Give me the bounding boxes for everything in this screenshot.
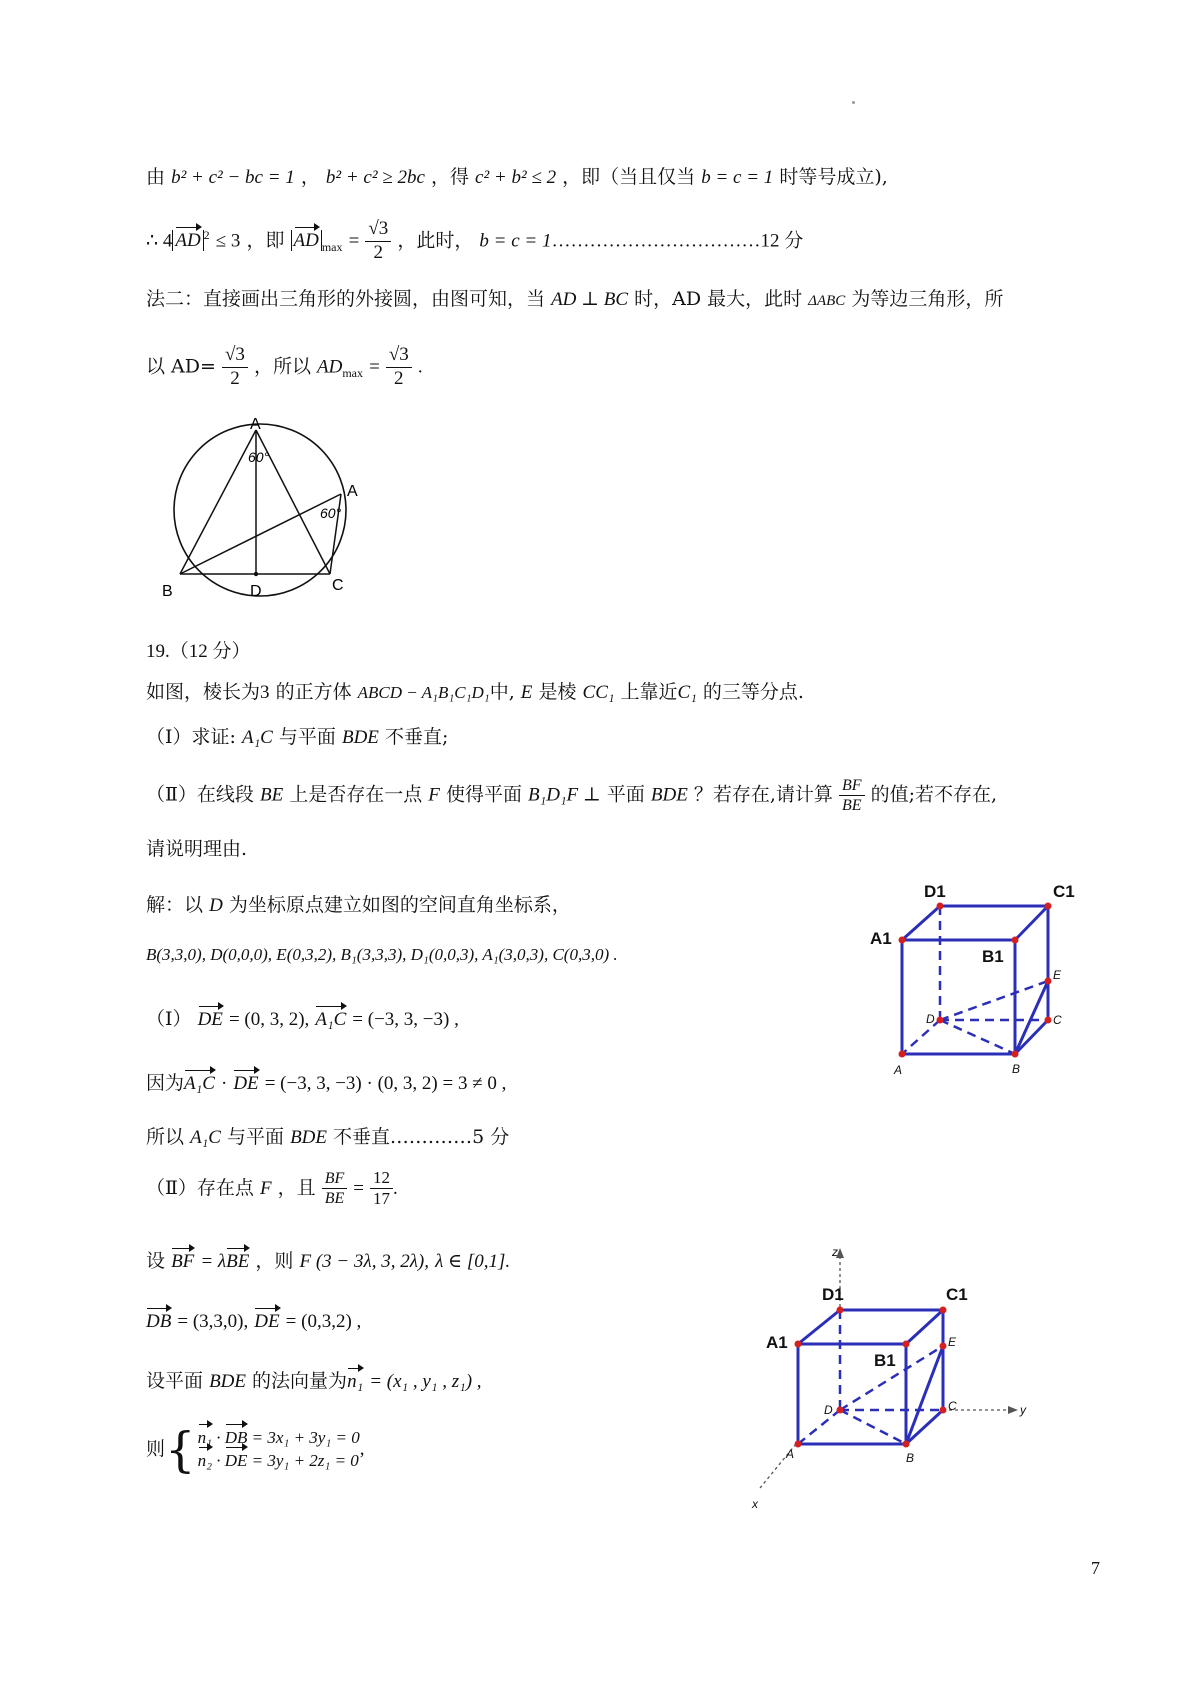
text: （Ⅱ）存在点 [146,1176,254,1199]
text: 由 [146,166,166,188]
formula: = (x₁ , y₁ , z₁) , [369,1371,482,1392]
vector-ad: AD [293,230,319,252]
vector-be: BE [226,1251,250,1272]
text: 19.（12 分） [146,641,251,662]
subscript: max [342,366,364,381]
text: 时等号成立), [779,166,888,188]
label-d: D [824,1403,833,1417]
circumcircle-figure [150,418,380,602]
text: . [393,1177,398,1199]
s-line-3 [146,1008,459,1032]
formula: ≤ 3 [215,230,241,252]
formula: c² + b² ≤ 2 [475,167,557,188]
label-c: C [948,1399,957,1413]
text: 使得平面 [445,783,522,806]
text: ，此时， [397,229,474,252]
vector-a1c: A₁C [184,1073,215,1094]
formula: BDE [650,784,688,806]
formula: B(3,3,0), D(0,0,0), E(0,3,2), B₁(3,3,3), D₁(0,0,3), A₁(3,0,3), C(0,3,0) . [146,945,618,964]
formula: = λ [200,1251,227,1272]
label-a1: A1 [766,1333,788,1352]
text: 设平面 [146,1370,204,1392]
text: ， [300,166,320,188]
text: 法二：直接画出三角形的外接圆，由图可知，当 [146,288,546,310]
brace-icon: { [165,1422,196,1478]
q-line-3 [146,776,997,815]
s-line-2 [146,945,618,965]
text: 中, [489,681,515,703]
text: 为等边三角形，所 [851,288,1004,310]
subscript: max [321,240,343,255]
line-4 [146,344,423,391]
text: , [359,1438,365,1460]
formula: b = c = 1 [701,167,774,188]
formula: A₁C [190,1127,221,1148]
label-e: E [948,1335,957,1349]
label-d1: D1 [924,882,946,901]
exponent: 2 [203,227,210,242]
text: 则 [146,1438,166,1460]
text: （Ⅰ） [146,1008,192,1030]
label-d1: D1 [822,1285,844,1304]
formula: = (−3, 3, −3) , [352,1009,459,1030]
angle-label: 60° [248,449,270,465]
formula: BDE [209,1371,246,1392]
vector-n1: n₁ [198,1427,212,1450]
s-line-5 [146,1126,509,1150]
text: ？若存在,请计算 [693,783,833,806]
formula: b² + c² ≥ 2bc [325,167,425,188]
label-d: D [926,1012,935,1026]
formula: BDE [290,1127,327,1148]
text: 的正方体 [275,681,352,703]
text: 不垂直; [384,726,449,748]
cube-figure-1 [870,878,1092,1082]
label-c: C [332,577,344,594]
label-a: A [894,1063,903,1077]
fraction: $\frac{BF}{BE}$ [322,1169,348,1208]
formula: = (−3, 3, −3) · (0, 3, 2) = 3 ≠ 0 , [264,1073,507,1094]
text: ∴ 4 [146,230,173,252]
label-y: y [1020,1403,1026,1417]
text: 请说明理由. [146,838,248,860]
text: 时，AD 最大，此时 [634,288,803,310]
label-b1: B1 [982,947,1004,966]
text: 解：以 [146,894,204,916]
formula: B₁D₁F ⊥ [528,784,601,806]
formula: D [209,895,223,916]
formula: F [428,784,440,806]
label-c1: C1 [946,1285,968,1304]
label-b: B [906,1451,915,1465]
text: ，得 [430,166,469,188]
text: ，即 [246,229,285,252]
text: 与平面 [278,726,336,748]
text: （Ⅰ）求证: [146,726,236,748]
formula: BDE [341,727,379,748]
text: 如图，棱长为 [146,681,261,703]
fraction: $\frac{√3}{2}$ [365,218,391,265]
text: 平面 [606,783,645,806]
eq: = [348,230,360,252]
text: 与平面 [227,1126,285,1148]
formula: = (3,3,0), [177,1311,249,1332]
label-x: x [752,1497,758,1511]
label-z: z [832,1248,838,1259]
s-line-4 [146,1072,506,1096]
formula: F (3 − 3λ, 3, 2λ), [299,1251,430,1272]
text: 因为 [146,1072,185,1094]
text: ，且 [277,1176,316,1199]
vector-de: DE [197,1009,223,1030]
text: 是棱 [538,681,577,703]
s-line-10 [146,1422,365,1478]
s-line-8 [146,1310,361,1334]
line-1 [146,166,888,190]
formula: = (0, 3, 2), [228,1009,310,1030]
fraction: $\frac{12}{17}$ [370,1168,393,1210]
label-b1: B1 [874,1351,896,1370]
formula: F [259,1177,272,1199]
eq: = [369,356,380,378]
label-c: C [1053,1013,1062,1027]
s-line-9 [146,1370,482,1394]
s-line-6 [146,1168,398,1210]
vector-db: DB [146,1311,172,1332]
text: . [417,356,423,378]
text: 上是否存在一点 [289,783,423,806]
vector-de: DE [225,1450,248,1473]
text: ，即（当且仅当 [562,166,696,188]
label-a: A [786,1447,795,1461]
formula: AD [317,356,343,378]
text: 的三等分点. [702,681,804,703]
angle-label: 60° [320,505,342,521]
question-head [146,640,251,664]
formula: AD ⊥ BC [551,289,629,310]
label-e: E [1053,968,1062,982]
formula: A₁C [241,727,273,748]
q-line-1 [146,681,804,705]
text: （Ⅱ）在线段 [146,783,254,806]
formula: ABCD − A₁B₁C₁D₁ [357,683,490,702]
q-line-2 [146,726,448,750]
text: 所以 [146,1126,185,1148]
vector-de: DE [254,1311,280,1332]
fraction: $\frac{BF}{BE}$ [839,776,865,815]
label-a-top: A [250,418,261,433]
formula: C₁ [677,682,697,703]
label-c1: C1 [1053,882,1075,901]
vector-a1c: A₁C [315,1009,347,1030]
fraction: $\frac{√3}{2}$ [386,344,412,391]
text: ……………………………12 分 [551,230,804,252]
label-d: D [250,583,262,600]
formula: BE [259,784,284,806]
text: 上靠近 [620,681,678,703]
text: 的法向量为 [252,1370,348,1392]
vector-ad: AD [175,230,201,252]
label-a-right: A [347,483,358,500]
label-b: B [162,583,173,600]
formula: b = c = 1 [479,230,552,252]
text: 以 AD= [146,355,216,378]
line-2 [146,218,803,265]
text: ，则 [255,1250,294,1272]
formula: λ ∈ [0,1]. [435,1251,511,1272]
dot: · [220,1073,228,1094]
page-number: 7 [1091,1558,1100,1578]
vector-n1: n₁ [347,1371,364,1392]
formula: = (0,3,2) , [285,1311,362,1332]
scan-dot [852,101,855,104]
label-b: B [1012,1062,1021,1076]
formula: E [520,682,533,703]
vector-de: DE [233,1073,259,1094]
equation-system: n₁ · DB = 3x₁ + 3y₁ = 0 n₂ · DE = 3y₁ + 2z₁ = 0 [198,1427,360,1473]
fraction: $\frac{√3}{2}$ [222,344,248,391]
cube-figure-2 [748,1248,1048,1516]
num: 3 [260,682,270,703]
vector-db: DB [225,1427,248,1450]
vector-n2: n₂ [198,1450,212,1473]
formula: b² + c² − bc = 1 [171,167,295,188]
text: 为坐标原点建立如图的空间直角坐标系， [228,894,571,916]
vector-bf: BF [171,1251,195,1272]
label-a1: A1 [870,929,892,948]
text: 的值;若不存在, [870,783,998,806]
formula: ΔABC [808,293,846,309]
s-line-1 [146,894,571,918]
line-3 [146,288,1003,312]
eq: = [353,1177,364,1199]
text: ，所以 [253,355,311,378]
text: 不垂直.…………5 分 [333,1126,510,1148]
s-line-7 [146,1250,510,1274]
text: 设 [146,1250,166,1272]
formula: CC₁ [582,682,615,703]
q-line-4 [146,838,247,861]
